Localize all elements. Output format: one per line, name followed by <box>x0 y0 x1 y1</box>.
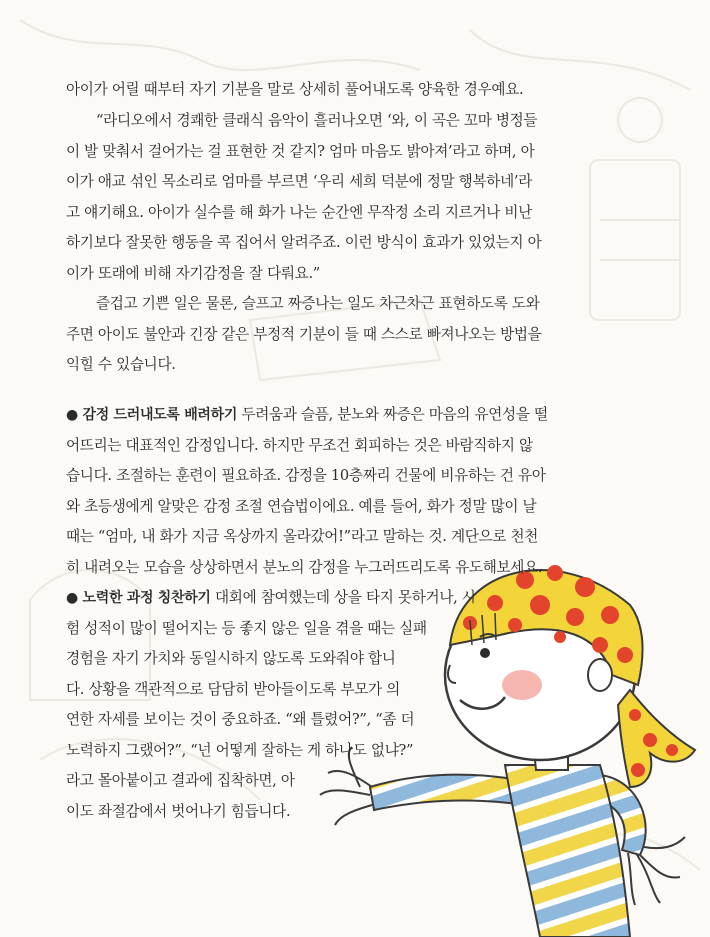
section1-line-4: 와 초등생에게 알맞은 감정 조절 연습법이에요. 예를 들어, 화가 정말 많이 날 <box>66 498 537 515</box>
paragraph1-line-7: 이가 또래에 비해 자기감정을 잘 다뤄요.” <box>66 265 320 282</box>
paragraph2-line-3: 익힐 수 있습니다. <box>66 356 176 373</box>
section1-line-3: 습니다. 조절하는 훈련이 필요하죠. 감정을 10층짜리 건물에 비유하는 건 유아 <box>66 467 546 484</box>
section1-line-5: 때는 “엄마, 내 화가 지금 옥상까지 올라갔어!”라고 말하는 것. 계단으로 천천 <box>66 528 539 545</box>
paragraph1-line-3: 이 발 맞춰서 걸어가는 걸 표현한 것 같지? 엄마 마음도 밝아져’라고 하며, 아 <box>66 143 535 160</box>
paragraph1-line-2: “라디오에서 경쾌한 클래식 음악이 흘러나오면 ‘와, 이 곡은 꼬마 병정들 <box>96 112 538 129</box>
section1-line-1 <box>66 403 548 424</box>
section2-line-1-text: 대회에 참여했는데 상을 타지 못하거나, 시 <box>210 589 476 606</box>
section1-heading: ● 감정 드러내도록 배려하기 <box>66 407 238 423</box>
paragraph1-line-6: 하기보다 잘못한 행동을 콕 집어서 알려주죠. 이런 방식이 효과가 있었는지 아 <box>66 234 542 251</box>
section2-line-1 <box>66 586 476 607</box>
section2-line-8: 이도 좌절감에서 벗어나기 힘듭니다. <box>66 803 291 820</box>
section2-line-5: 연한 자세를 보이는 것이 중요하죠. “왜 틀렸어?”, “좀 더 <box>66 711 415 728</box>
section2-line-2: 험 성적이 많이 떨어지는 등 좋지 않은 일을 겪을 때는 실패 <box>66 620 427 637</box>
section2-line-6: 노력하지 그랬어?”, “넌 어떻게 잘하는 게 하나도 없냐?” <box>66 742 414 759</box>
paragraph2-line-2: 주면 아이도 불안과 긴장 같은 부정적 기분이 들 때 스스로 빠져나오는 방법을 <box>66 326 542 343</box>
paragraph1-line-1: 아이가 어릴 때부터 자기 기분을 말로 상세히 풀어내도록 양육한 경우예요. <box>66 81 524 98</box>
section1-line-6: 히 내려오는 모습을 상상하면서 분노의 감정을 누그러뜨리도록 유도해보세요. <box>66 559 543 576</box>
section2-line-7: 라고 몰아붙이고 결과에 집착하면, 아 <box>66 772 295 789</box>
section2-heading: ● 노력한 과정 칭찬하기 <box>66 590 211 606</box>
paragraph2-line-1: 즐겁고 기쁜 일은 물론, 슬프고 짜증나는 일도 차근차근 표현하도록 도와 <box>96 295 540 312</box>
paragraph1-line-4: 이가 애교 섞인 목소리로 엄마를 부르면 ‘우리 세희 덕분에 정말 행복하네’라 <box>66 173 532 190</box>
section1-line-2: 어뜨리는 대표적인 감정입니다. 하지만 무조건 회피하는 것은 바람직하지 않 <box>66 437 533 454</box>
section2-line-4: 다. 상황을 객관적으로 담담히 받아들이도록 부모가 의 <box>66 681 400 698</box>
section2-line-3: 경험을 자기 가치와 동일시하지 않도록 도와줘야 합니 <box>66 650 396 667</box>
paragraph1-line-5: 고 얘기해요. 아이가 실수를 해 화가 나는 순간엔 무작정 소리 지르거나 비난 <box>66 204 532 221</box>
section1-line-1-text: 두려움과 슬픔, 분노와 짜증은 마음의 유연성을 떨 <box>237 406 548 423</box>
